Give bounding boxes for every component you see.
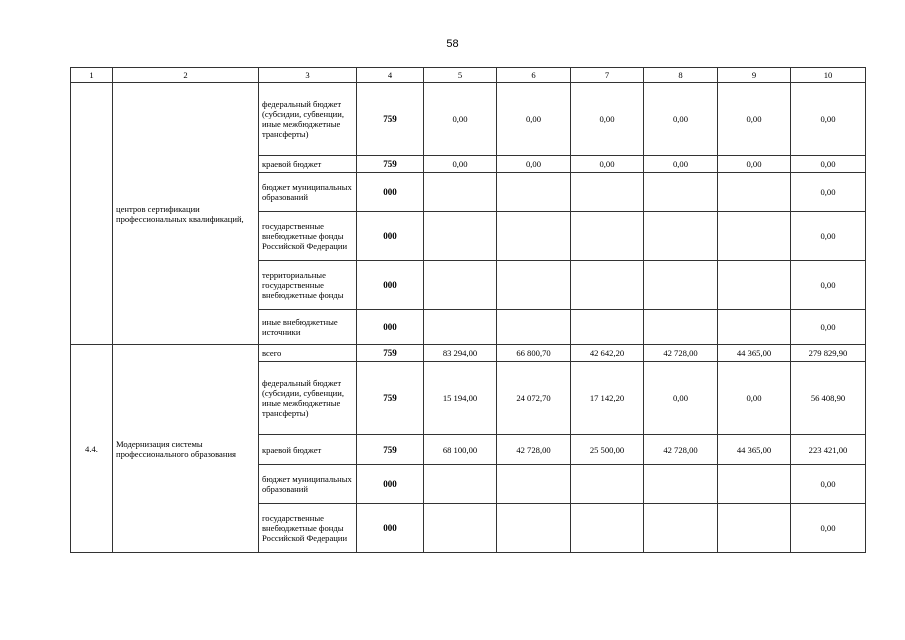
year-value: 66 800,70 [497, 345, 571, 362]
year-value: 17 142,20 [571, 362, 644, 435]
table-row [71, 345, 866, 362]
year-value: 0,00 [644, 362, 718, 435]
year-value: 42 728,00 [644, 345, 718, 362]
year-value [571, 261, 644, 310]
header-cell: 5 [424, 68, 497, 83]
year-value [497, 212, 571, 261]
funding-source: федеральный бюджет (субсидии, субвенции, иные межбюджетные трансферты) [259, 83, 357, 156]
year-value: 83 294,00 [424, 345, 497, 362]
item-index: 4.4. [71, 345, 113, 553]
year-value [718, 173, 791, 212]
item-name: центров сертификации профессиональных квалификаций, [113, 83, 259, 345]
header-cell: 6 [497, 68, 571, 83]
header-row [71, 68, 866, 83]
funding-source: территориальные государственные внебюджетные фонды [259, 261, 357, 310]
year-value: 15 194,00 [424, 362, 497, 435]
funding-source: иные внебюджетные источники [259, 310, 357, 345]
total-value: 56 408,90 [791, 362, 866, 435]
year-value [497, 261, 571, 310]
total-value: 0,00 [791, 156, 866, 173]
funding-source: бюджет муниципальных образований [259, 465, 357, 504]
budget-code: 759 [357, 156, 424, 173]
item-index [71, 83, 113, 345]
funding-source: всего [259, 345, 357, 362]
year-value: 0,00 [571, 83, 644, 156]
year-value [424, 504, 497, 553]
year-value [718, 310, 791, 345]
year-value: 0,00 [497, 156, 571, 173]
year-value: 0,00 [718, 362, 791, 435]
year-value [644, 212, 718, 261]
total-value: 0,00 [791, 212, 866, 261]
item-name: Модернизация системы профессионального образования [113, 345, 259, 553]
year-value: 68 100,00 [424, 435, 497, 465]
budget-code: 000 [357, 310, 424, 345]
year-value: 42 728,00 [644, 435, 718, 465]
year-value [718, 261, 791, 310]
year-value [644, 310, 718, 345]
year-value [497, 310, 571, 345]
year-value [571, 173, 644, 212]
year-value [644, 465, 718, 504]
year-value: 25 500,00 [571, 435, 644, 465]
year-value [424, 310, 497, 345]
total-value: 0,00 [791, 83, 866, 156]
year-value: 0,00 [497, 83, 571, 156]
funding-source: бюджет муниципальных образований [259, 173, 357, 212]
total-value: 0,00 [791, 465, 866, 504]
budget-code: 000 [357, 504, 424, 553]
year-value: 0,00 [644, 83, 718, 156]
budget-table [70, 67, 866, 553]
year-value [424, 173, 497, 212]
year-value: 0,00 [644, 156, 718, 173]
year-value: 44 365,00 [718, 435, 791, 465]
year-value: 42 728,00 [497, 435, 571, 465]
year-value [571, 310, 644, 345]
year-value [424, 261, 497, 310]
year-value: 0,00 [718, 156, 791, 173]
budget-code: 000 [357, 465, 424, 504]
header-cell: 1 [71, 68, 113, 83]
table-row [71, 83, 866, 156]
funding-source: государственные внебюджетные фонды Российской Федерации [259, 212, 357, 261]
year-value [571, 465, 644, 504]
year-value [718, 465, 791, 504]
year-value [718, 504, 791, 553]
header-cell: 7 [571, 68, 644, 83]
year-value: 42 642,20 [571, 345, 644, 362]
year-value [644, 261, 718, 310]
year-value [424, 212, 497, 261]
year-value: 24 072,70 [497, 362, 571, 435]
year-value: 0,00 [718, 83, 791, 156]
total-value: 0,00 [791, 504, 866, 553]
total-value: 0,00 [791, 173, 866, 212]
budget-code: 759 [357, 435, 424, 465]
total-value: 0,00 [791, 310, 866, 345]
header-cell: 8 [644, 68, 718, 83]
funding-source: федеральный бюджет (субсидии, субвенции, иные межбюджетные трансферты) [259, 362, 357, 435]
funding-source: государственные внебюджетные фонды Российской Федерации [259, 504, 357, 553]
budget-code: 000 [357, 173, 424, 212]
budget-code: 759 [357, 362, 424, 435]
year-value [571, 504, 644, 553]
budget-code: 759 [357, 345, 424, 362]
budget-code: 000 [357, 261, 424, 310]
budget-code: 000 [357, 212, 424, 261]
year-value [424, 465, 497, 504]
year-value [644, 504, 718, 553]
budget-code: 759 [357, 83, 424, 156]
year-value [497, 465, 571, 504]
header-cell: 9 [718, 68, 791, 83]
year-value [497, 173, 571, 212]
funding-source: краевой бюджет [259, 156, 357, 173]
total-value: 223 421,00 [791, 435, 866, 465]
year-value: 44 365,00 [718, 345, 791, 362]
year-value [718, 212, 791, 261]
total-value: 279 829,90 [791, 345, 866, 362]
year-value: 0,00 [424, 83, 497, 156]
year-value: 0,00 [571, 156, 644, 173]
page-number: 58 [446, 38, 459, 50]
header-cell: 3 [259, 68, 357, 83]
year-value [497, 504, 571, 553]
year-value [644, 173, 718, 212]
funding-source: краевой бюджет [259, 435, 357, 465]
header-cell: 2 [113, 68, 259, 83]
total-value: 0,00 [791, 261, 866, 310]
header-cell: 4 [357, 68, 424, 83]
year-value [571, 212, 644, 261]
header-cell: 10 [791, 68, 866, 83]
year-value: 0,00 [424, 156, 497, 173]
